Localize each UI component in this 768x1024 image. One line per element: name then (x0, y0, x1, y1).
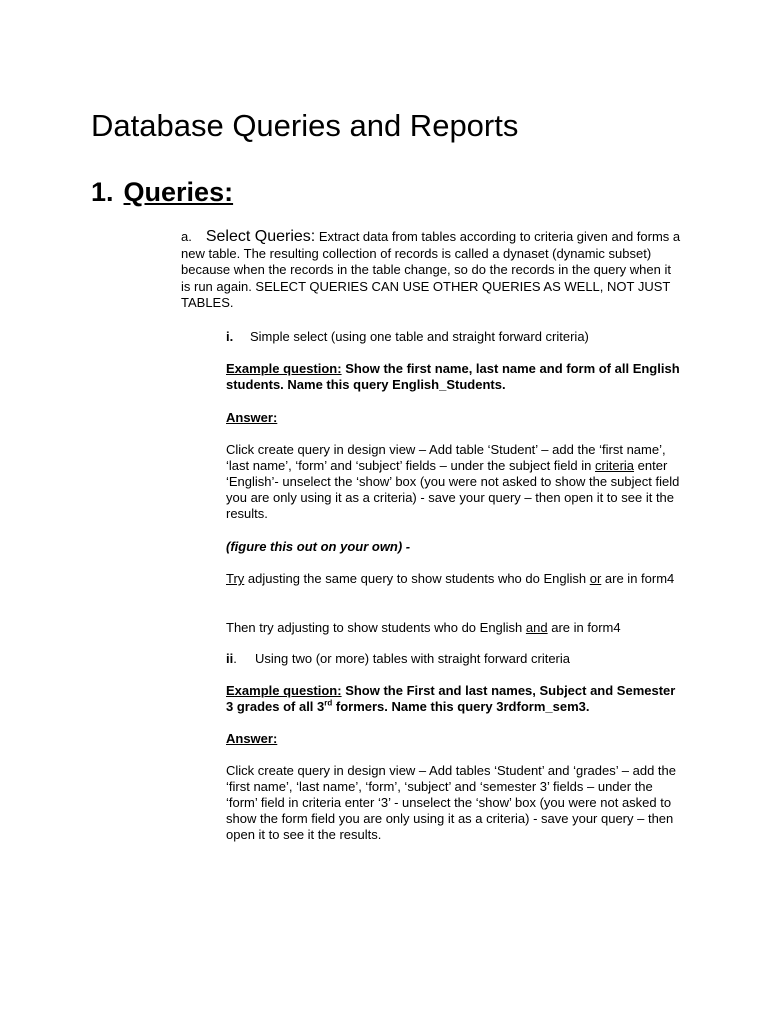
example-question-text: Show the first name, last name and form of all English students. Name this query English_Students. (226, 361, 680, 392)
item-ii-heading (226, 651, 681, 667)
item-i-example-question (226, 361, 681, 393)
example-text-part1: Show the First and last names, Subject and Semester 3 grades of all 3 (226, 683, 676, 714)
roman-numeral-ii (226, 651, 255, 667)
try-text-part2: are in form4 (601, 571, 675, 586)
ordinal-superscript: rd (324, 698, 333, 708)
try-text-part1: adjusting the same query to show students who do English (244, 571, 590, 586)
figure-it-out-note: (figure this out on your own) - (226, 539, 411, 554)
select-queries-description: Extract data from tables according to criteria given and forms a new table. The resulting collection of records is called a dynaset (dynamic subset) because when the records in the table change, so do the records in the query when it is run again. SELECT QUERIES CAN USE OTHER QUERIES AS WELL, NOT JUST TABLES. (181, 229, 681, 310)
roman-numeral-ii-text: ii (226, 651, 234, 666)
then-text-part2: are in form4 (547, 620, 621, 635)
select-queries-title: Select Queries: (205, 228, 316, 245)
example-text-part2: formers. Name this query 3rdform_sem3. (332, 699, 590, 714)
item-ii-example-question (226, 683, 681, 715)
item-ii-text: Using two (or more) tables with straight forward criteria (255, 651, 570, 666)
item-i-heading (226, 329, 681, 345)
example-question-label: Example question: (226, 361, 342, 376)
and-word: and (525, 620, 548, 635)
item-i-answer-text (226, 442, 681, 522)
example-question-label-2: Example question: (226, 683, 342, 698)
page-title: Database Queries and Reports (91, 108, 519, 143)
item-i-answer-label: Answer: (226, 410, 278, 425)
section-number: 1. (91, 177, 114, 207)
roman-numeral-i: i. (226, 329, 234, 344)
item-ii-answer-label: Answer: (226, 731, 278, 746)
section-label: Queries: (123, 177, 234, 207)
roman-numeral-ii-dot: . (233, 651, 237, 666)
item-ii-answer-text: Click create query in design view – Add tables ‘Student’ and ‘grades’ – add the ‘first name’, ‘last name’, ‘form’, ‘subject’ and ‘semester 3’ fields – under the ‘form’ field in criteria enter ‘3’ - unselect the ‘show’ box (you were not asked to show the form field you are only using it as a criteria) - save your query – then open it to see it the results. (226, 763, 676, 842)
then-try-text (226, 620, 681, 636)
list-letter-a: a. (181, 229, 192, 244)
try-adjusting-text (226, 571, 681, 587)
item-i-text: Simple select (using one table and straight forward criteria) (250, 329, 589, 344)
answer-text-part2: enter ‘English’- unselect the ‘show’ box (you were not asked to show the subject field you are only using it as a criteria) - save your query – then open it to see it the results. (226, 458, 680, 521)
try-word: Try (226, 571, 245, 586)
then-text-part1: Then try adjusting to show students who do English (226, 620, 526, 635)
or-word: or (589, 571, 602, 586)
select-queries-paragraph (181, 229, 681, 312)
section-heading-queries (91, 177, 233, 208)
answer-criteria-word: criteria (595, 458, 635, 473)
answer-text-part1: Click create query in design view – Add table ‘Student’ – add the ‘first name’, ‘last name’, ‘form’ and ‘subject’ fields – under the subject field in (226, 442, 666, 473)
